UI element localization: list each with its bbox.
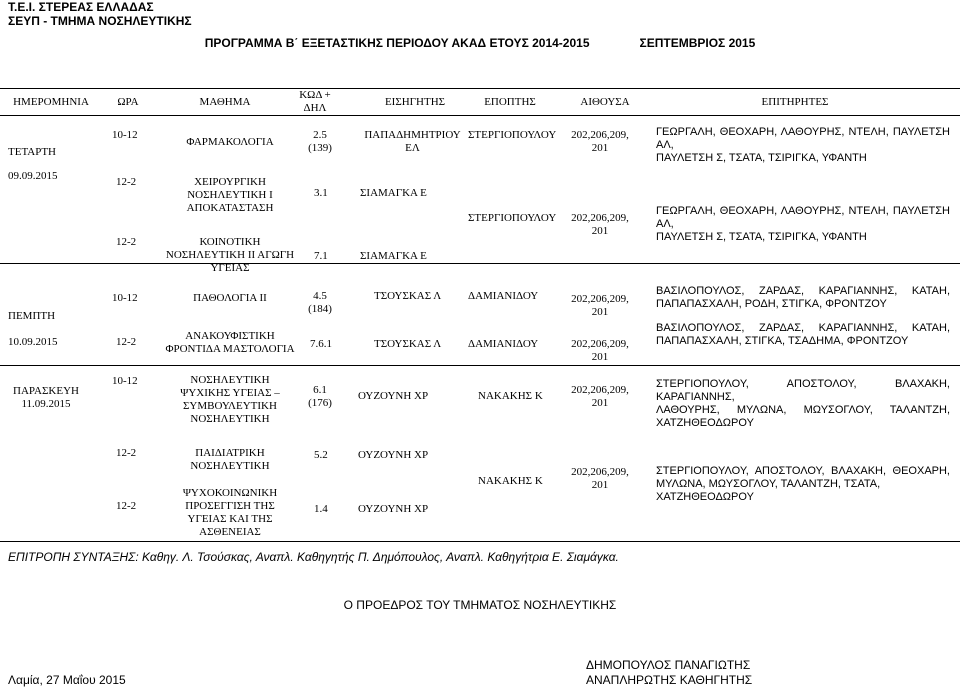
- row5-course-4: ΝΟΣΗΛΕΥΤΙΚΗ: [190, 413, 270, 425]
- row6-room-1: 202,206,209,: [571, 466, 629, 478]
- row4-course-1: ΑΝΑΚΟΥΦΙΣΤΙΚΗ: [185, 330, 275, 342]
- row6-time-a: 12-2: [116, 447, 137, 459]
- row6-room: [565, 466, 635, 492]
- row2-course-a-3: ΑΠΟΚΑΤΑΣΤΑΣΗ: [186, 202, 274, 214]
- row3-room-1: 202,206,209,: [571, 293, 629, 305]
- row6-inv-1: ΣΤΕΡΓΙΟΠΟΥΛΟΥ, ΑΠΟΣΤΟΛΟΥ, ΒΛΑΧΑΚΗ, ΘΕΟΧΑΡΗ,: [656, 465, 950, 477]
- row1-code-2: (139): [308, 142, 332, 154]
- row3-examiner: ΤΣΟΥΣΚΑΣ Λ: [374, 290, 442, 302]
- row6-course-a-1: ΠΑΙΔΙΑΤΡΙΚΗ: [195, 447, 265, 459]
- row2-examiner-b: ΣΙΑΜΑΓΚΑ Ε: [360, 250, 427, 262]
- row5-room-2: 201: [591, 397, 609, 409]
- row2-course-a: [160, 176, 300, 215]
- col-time: ΩΡΑ: [117, 96, 139, 108]
- row6-supervisor: ΝΑΚΑΚΗΣ Κ: [478, 475, 543, 487]
- row6-code-a: 5.2: [314, 449, 328, 461]
- row5-day: ΠΑΡΑΣΚΕΥΗ: [13, 385, 79, 397]
- institution-title: Τ.Ε.Ι. ΣΤΕΡΕΑΣ ΕΛΛΑΔΑΣ: [8, 0, 154, 14]
- row2-invigilators: [656, 205, 950, 244]
- row6-room-2: 201: [591, 479, 609, 491]
- row5-inv-1: ΣΤΕΡΓΙΟΠΟΥΛΟΥ, ΑΠΟΣΤΟΛΟΥ, ΒΛΑΧΑΚΗ, ΚΑΡΑΓΙΑΝΝΗΣ,: [656, 378, 950, 403]
- row5-examiner: ΟΥΖΟΥΝΗ ΧΡ: [358, 390, 429, 402]
- program-month: ΣΕΠΤΕΜΒΡΙΟΣ 2015: [639, 36, 756, 50]
- row6-course-b-2: ΠΡΟΣΕΓΓΙΣΗ ΤΗΣ: [185, 500, 275, 512]
- col-code-line1: ΚΩΔ +: [299, 89, 331, 101]
- row2-code-a: 3.1: [314, 187, 328, 199]
- row3-inv-2: ΠΑΠΑΠΑΣΧΑΛΗ, ΡΟΔΗ, ΣΤΙΓΚΑ, ΦΡΟΝΤΖΟΥ: [656, 298, 887, 310]
- row2-course-a-1: ΧΕΙΡΟΥΡΓΙΚΗ: [194, 176, 266, 188]
- row1-examiner: [355, 129, 470, 155]
- row5-time: 10-12: [112, 375, 138, 387]
- row2-course-b-1: ΚΟΙΝΟΤΙΚΗ: [199, 236, 261, 248]
- row5-invigilators: [656, 378, 950, 430]
- col-course: ΜΑΘΗΜΑ: [199, 96, 251, 108]
- row6-course-a-2: ΝΟΣΗΛΕΥΤΙΚΗ: [190, 460, 270, 472]
- row4-date: 10.09.2015: [8, 336, 58, 348]
- header-bottom-border: [0, 115, 960, 116]
- row5-day-date: [4, 385, 88, 411]
- row5-inv-3: ΧΑΤΖΗΘΕΟΔΩΡΟΥ: [656, 417, 754, 429]
- col-code: [290, 89, 340, 115]
- row3-code-1: 4.5: [313, 290, 327, 302]
- row1-inv-2: ΠΑΥΛΕΤΣΗ Σ, ΤΣΑΤΑ, ΤΣΙΡΙΓΚΑ, ΥΦΑΝΤΗ: [656, 152, 867, 164]
- row5-code-1: 6.1: [313, 384, 327, 396]
- row-divider: [0, 365, 960, 366]
- row1-code: [295, 129, 345, 155]
- row1-examiner-1: ΠΑΠΑΔΗΜΗΤΡΙΟΥ: [364, 129, 461, 141]
- table-top-border: [0, 88, 960, 89]
- row6-course-b-3: ΥΓΕΙΑΣ ΚΑΙ ΤΗΣ: [187, 513, 273, 525]
- row4-supervisor: ΔΑΜΙΑΝΙΔΟΥ: [468, 338, 539, 350]
- program-name: ΠΡΟΓΡΑΜΜΑ Β΄ ΕΞΕΤΑΣΤΙΚΗΣ ΠΕΡΙΟΔΟΥ ΑΚΑΔ ΕΤΟΥΣ 2014-2015: [204, 36, 590, 50]
- col-invigilators: ΕΠΙΤΗΡΗΤΕΣ: [761, 96, 829, 108]
- row5-course-1: ΝΟΣΗΛΕΥΤΙΚΗ: [190, 374, 270, 386]
- col-date: ΗΜΕΡΟΜΗΝΙΑ: [13, 96, 89, 108]
- president-name: ΔΗΜΟΠΟΥΛΟΣ ΠΑΝΑΓΙΩΤΗΣ: [586, 658, 751, 672]
- row2-time-a: 12-2: [116, 176, 137, 188]
- col-code-line2: ΔΗΛ: [303, 102, 327, 114]
- row6-course-b-1: ΨΥΧΟΚΟΙΝΩΝΙΚΗ: [182, 487, 278, 499]
- row6-course-b-4: ΑΣΘΕΝΕΙΑΣ: [199, 526, 261, 538]
- row4-room-2: 201: [591, 351, 609, 363]
- row2-course-b-3: ΥΓΕΙΑΣ: [210, 262, 250, 274]
- col-examiner: ΕΙΣΗΓΗΤΗΣ: [384, 96, 446, 108]
- col-supervisor: ΕΠΟΠΤΗΣ: [484, 96, 536, 108]
- row5-course-3: ΣΥΜΒΟΥΛΕΥΤΙΚΗ: [183, 400, 277, 412]
- row2-code-b: 7.1: [314, 250, 328, 262]
- row6-course-a: [160, 447, 300, 473]
- row4-inv-1: ΒΑΣΙΛΟΠΟΥΛΟΣ, ΖΑΡΔΑΣ, ΚΑΡΑΓΙΑΝΝΗΣ, ΚΑΤΑΗ,: [656, 322, 950, 334]
- row1-supervisor: ΣΤΕΡΓΙΟΠΟΥΛΟΥ: [468, 129, 557, 141]
- row3-supervisor: ΔΑΜΙΑΝΙΔΟΥ: [468, 290, 539, 302]
- row-divider: [0, 263, 960, 264]
- row5-code: [295, 384, 345, 410]
- row1-time: 10-12: [112, 129, 138, 141]
- row2-course-b: [160, 236, 300, 275]
- row3-room-2: 201: [591, 306, 609, 318]
- row1-invigilators: [656, 126, 950, 165]
- col-room: ΑΙΘΟΥΣΑ: [580, 96, 630, 108]
- row4-examiner: ΤΣΟΥΣΚΑΣ Λ: [374, 338, 442, 350]
- row3-inv-1: ΒΑΣΙΛΟΠΟΥΛΟΣ, ΖΑΡΔΑΣ, ΚΑΡΑΓΙΑΝΝΗΣ, ΚΑΤΑΗ,: [656, 285, 950, 297]
- row3-invigilators: [656, 285, 950, 311]
- row1-room-1: 202,206,209,: [571, 129, 629, 141]
- row3-time: 10-12: [112, 292, 138, 304]
- row5-course: [160, 374, 300, 426]
- row1-course: ΦΑΡΜΑΚΟΛΟΓΙΑ: [186, 136, 274, 148]
- row5-date: 11.09.2015: [21, 398, 71, 410]
- row3-day: ΠΕΜΠΤΗ: [8, 310, 56, 322]
- row5-room-1: 202,206,209,: [571, 384, 629, 396]
- department-title: ΣΕΥΠ - ΤΜΗΜΑ ΝΟΣΗΛΕΥΤΙΚΗΣ: [8, 14, 192, 28]
- committee-note: ΕΠΙΤΡΟΠΗ ΣΥΝΤΑΞΗΣ: Καθηγ. Λ. Τσούσκας, Αναπλ. Καθηγητής Π. Δημόπουλος, Αναπλ. Καθηγήτρια Ε. Σιαμάγκα.: [8, 550, 619, 564]
- row5-course-2: ΨΥΧΙΚΗΣ ΥΓΕΙΑΣ –: [180, 387, 280, 399]
- row4-course-2: ΦΡΟΝΤΙΔΑ ΜΑΣΤΟΛΟΓΙΑ: [165, 343, 295, 355]
- row2-date: 09.09.2015: [8, 170, 58, 182]
- program-title: [0, 36, 960, 50]
- row1-room-2: 201: [591, 142, 609, 154]
- row1-room: [565, 129, 635, 155]
- row3-code-2: (184): [308, 303, 332, 315]
- row4-course: [160, 330, 300, 356]
- row3-code: [295, 290, 345, 316]
- row4-invigilators: [656, 322, 950, 348]
- row2-course-b-2: ΝΟΣΗΛΕΥΤΙΚΗ ΙΙ ΑΓΩΓΗ: [165, 249, 295, 261]
- row6-examiner-b: ΟΥΖΟΥΝΗ ΧΡ: [358, 503, 429, 515]
- row6-course-b: [160, 487, 300, 539]
- row4-time: 12-2: [116, 336, 137, 348]
- row1-day: ΤΕΤΑΡΤΗ: [8, 146, 57, 158]
- row2-room-1: 202,206,209,: [571, 212, 629, 224]
- row6-inv-2: ΜΥΛΩΝΑ, ΜΩΥΣΟΓΛΟΥ, ΤΑΛΑΝΤΖΗ, ΤΣΑΤΑ, ΧΑΤΖΗΘΕΟΔΩΡΟΥ: [656, 478, 881, 503]
- row5-inv-2: ΛΑΘΟΥΡΗΣ, ΜΥΛΩΝΑ, ΜΩΥΣΟΓΛΟΥ, ΤΑΛΑΝΤΖΗ,: [656, 404, 950, 416]
- row2-time-b: 12-2: [116, 236, 137, 248]
- row2-room-2: 201: [591, 225, 609, 237]
- row2-inv-1: ΓΕΩΡΓΑΛΗ, ΘΕΟΧΑΡΗ, ΛΑΘΟΥΡΗΣ, ΝΤΕΛΗ, ΠΑΥΛΕΤΣΗ ΑΛ,: [656, 205, 950, 230]
- table-bottom-border: [0, 541, 960, 542]
- place-date: Λαμία, 27 Μαΐου 2015: [8, 673, 126, 687]
- president-rank: ΑΝΑΠΛΗΡΩΤΗΣ ΚΑΘΗΓΗΤΗΣ: [586, 673, 753, 687]
- row1-examiner-2: ΕΛ: [405, 142, 420, 154]
- row3-course: ΠΑΘΟΛΟΓΙΑ ΙΙ: [193, 292, 267, 304]
- row5-supervisor: ΝΑΚΑΚΗΣ Κ: [478, 390, 543, 402]
- president-title: Ο ΠΡΟΕΔΡΟΣ ΤΟΥ ΤΜΗΜΑΤΟΣ ΝΟΣΗΛΕΥΤΙΚΗΣ: [343, 598, 617, 612]
- row6-code-b: 1.4: [314, 503, 328, 515]
- row1-inv-1: ΓΕΩΡΓΑΛΗ, ΘΕΟΧΑΡΗ, ΛΑΘΟΥΡΗΣ, ΝΤΕΛΗ, ΠΑΥΛΕΤΣΗ ΑΛ,: [656, 126, 950, 151]
- row5-room: [565, 384, 635, 410]
- row2-room: [565, 212, 635, 238]
- row4-room-1: 202,206,209,: [571, 338, 629, 350]
- row4-inv-2: ΠΑΠΑΠΑΣΧΑΛΗ, ΣΤΙΓΚΑ, ΤΣΑΔΗΜΑ, ΦΡΟΝΤΖΟΥ: [656, 335, 909, 347]
- row2-course-a-2: ΝΟΣΗΛΕΥΤΙΚΗ Ι: [187, 189, 273, 201]
- row5-code-2: (176): [308, 397, 332, 409]
- row1-code-1: 2.5: [313, 129, 327, 141]
- row3-room: [565, 293, 635, 319]
- row2-inv-2: ΠΑΥΛΕΤΣΗ Σ, ΤΣΑΤΑ, ΤΣΙΡΙΓΚΑ, ΥΦΑΝΤΗ: [656, 231, 867, 243]
- row6-invigilators: [656, 465, 950, 504]
- row4-room: [565, 338, 635, 364]
- row4-code: 7.6.1: [310, 338, 332, 350]
- row2-examiner-a: ΣΙΑΜΑΓΚΑ Ε: [360, 187, 427, 199]
- row6-examiner-a: ΟΥΖΟΥΝΗ ΧΡ: [358, 449, 429, 461]
- row6-time-b: 12-2: [116, 500, 137, 512]
- row2-supervisor: ΣΤΕΡΓΙΟΠΟΥΛΟΥ: [468, 212, 557, 224]
